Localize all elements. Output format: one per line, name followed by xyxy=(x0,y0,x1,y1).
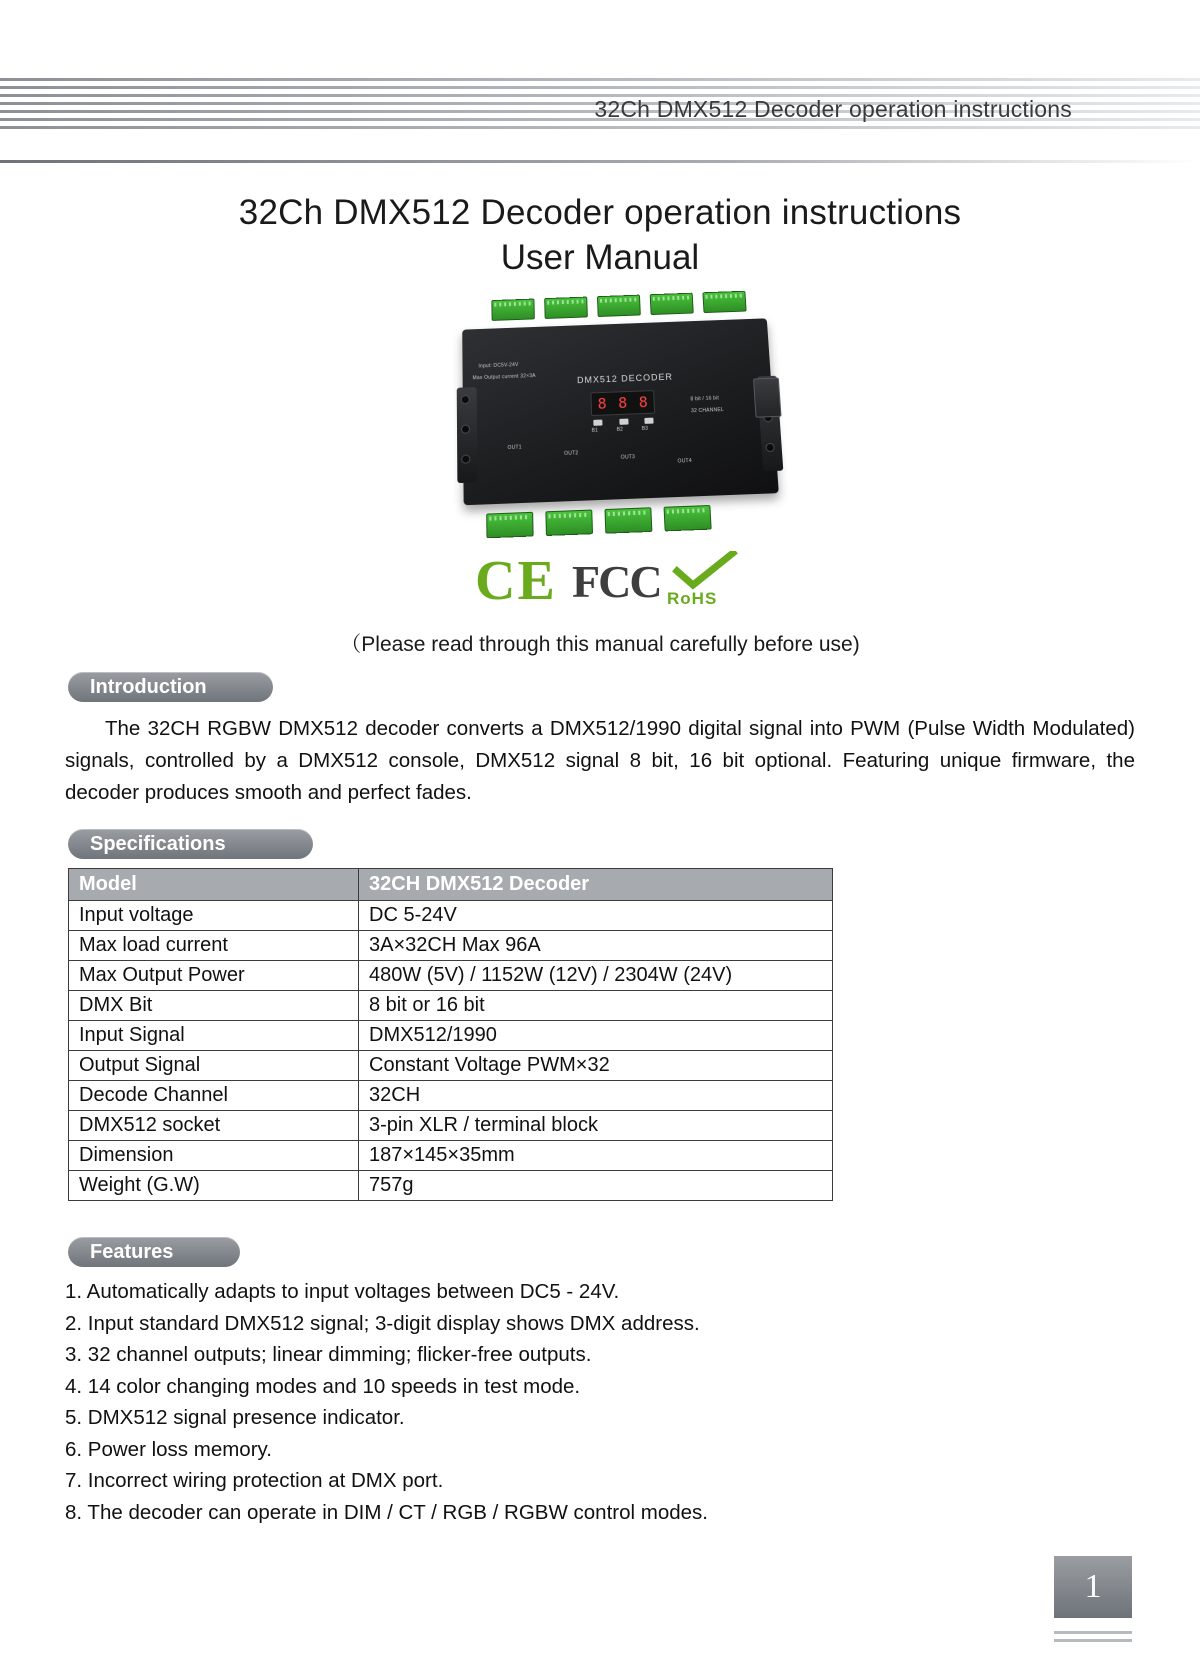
spec-key: Decode Channel xyxy=(69,1081,359,1111)
spec-value: 8 bit or 16 bit xyxy=(359,991,833,1021)
table-row xyxy=(69,1171,833,1201)
display-digit-3: 8 xyxy=(638,392,649,411)
device-body xyxy=(462,318,779,505)
seven-segment-display xyxy=(590,390,655,416)
list-item: 8. The decoder can operate in DIM / CT / RGB / RGBW control modes. xyxy=(65,1500,708,1524)
page-number-badge: 1 xyxy=(1054,1556,1132,1618)
device-marking-out2: OUT2 xyxy=(564,450,579,457)
spec-key: Max Output Power xyxy=(69,961,359,991)
device-marking-out4: OUT4 xyxy=(677,458,693,465)
running-title: 32Ch DMX512 Decoder operation instructions xyxy=(594,96,1072,122)
page-header xyxy=(0,0,1200,170)
table-row xyxy=(69,1051,833,1081)
table-row xyxy=(69,901,833,931)
spec-key: Dimension xyxy=(69,1141,359,1171)
spec-value: DC 5-24V xyxy=(359,901,833,931)
rohs-label: RoHS xyxy=(667,589,718,608)
terminal-block-bottom-2 xyxy=(545,510,593,536)
device-side-plate-left xyxy=(457,387,478,483)
table-header-value: 32CH DMX512 Decoder xyxy=(359,869,833,901)
introduction-text: The 32CH RGBW DMX512 decoder converts a DMX512/1990 digital signal into PWM (Pulse Width Modulated) signals, controlled by a DMX512 console, DMX512 signal 8 bit, 16 bit optional. Featuring unique firmware, the decoder produces smooth and perfect fades. xyxy=(65,717,1135,804)
spec-key: Input Signal xyxy=(69,1021,359,1051)
list-item: 1. Automatically adapts to input voltages between DC5 - 24V. xyxy=(65,1280,620,1303)
button-b1[interactable] xyxy=(593,420,602,426)
device-marking-bit: 8 bit / 16 bit xyxy=(690,395,720,403)
section-heading-features: Features xyxy=(68,1237,240,1267)
section-heading-specifications: Specifications xyxy=(68,829,313,859)
spec-value: 3A×32CH Max 96A xyxy=(359,931,833,961)
check-icon xyxy=(671,551,741,593)
table-header-model: Model xyxy=(69,869,359,901)
page-title: 32Ch DMX512 Decoder operation instructions xyxy=(238,193,962,232)
read-manual-note: （Please read through this manual carefully before use) xyxy=(340,633,860,656)
spec-value: 187×145×35mm xyxy=(359,1141,833,1171)
button-label-b3: B3 xyxy=(641,425,649,432)
decoder-device-illustration xyxy=(454,301,792,525)
display-digit-1: 8 xyxy=(597,394,607,413)
certification-logos xyxy=(0,545,1200,615)
device-marking-input: Input: DC5V-24V xyxy=(478,362,519,370)
table-row xyxy=(69,1021,833,1051)
spec-key: DMX Bit xyxy=(69,991,359,1021)
terminal-block-top-1 xyxy=(491,299,535,321)
button-b2[interactable] xyxy=(619,419,628,425)
list-item: 2. Input standard DMX512 signal; 3-digit display shows DMX address. xyxy=(65,1311,700,1335)
terminal-block-bottom-3 xyxy=(604,507,652,533)
terminal-block-top-3 xyxy=(597,295,641,317)
spec-key: Weight (G.W) xyxy=(69,1171,359,1201)
table-row xyxy=(69,1141,833,1171)
device-brand-label: DMX512 DECODER xyxy=(576,371,674,386)
terminal-block-bottom-4 xyxy=(664,505,712,531)
terminal-block-top-5 xyxy=(702,291,746,313)
button-row xyxy=(593,418,653,426)
display-digit-2: 8 xyxy=(617,393,628,412)
header-baseline xyxy=(0,160,1200,163)
list-item: 5. DMX512 signal presence indicator. xyxy=(65,1406,405,1429)
list-item: 3. 32 channel outputs; linear dimming; flicker-free outputs. xyxy=(65,1343,592,1366)
xlr-connector xyxy=(753,378,782,418)
list-item: 6. Power loss memory. xyxy=(65,1437,272,1461)
spec-value: 32CH xyxy=(359,1081,833,1111)
button-label-b1: B1 xyxy=(591,427,598,434)
list-item: 4. 14 color changing modes and 10 speeds in test mode. xyxy=(65,1374,581,1398)
rohs-icon xyxy=(665,553,765,611)
spec-key: DMX512 socket xyxy=(69,1111,359,1141)
terminal-block-top-2 xyxy=(544,297,588,319)
specifications-table xyxy=(68,868,833,1201)
terminal-block-top-4 xyxy=(650,293,694,315)
spec-key: Output Signal xyxy=(69,1051,359,1081)
table-row xyxy=(69,931,833,961)
device-marking-out3: OUT3 xyxy=(620,454,636,461)
table-header-row xyxy=(69,869,833,901)
table-row xyxy=(69,991,833,1021)
spec-key: Input voltage xyxy=(69,901,359,931)
button-b3[interactable] xyxy=(644,418,653,424)
spec-value: DMX512/1990 xyxy=(359,1021,833,1051)
spec-value: Constant Voltage PWM×32 xyxy=(359,1051,833,1081)
device-marking-out1: OUT1 xyxy=(507,444,522,452)
spec-value: 757g xyxy=(359,1171,833,1201)
ce-icon: CE xyxy=(475,550,557,612)
button-label-b2: B2 xyxy=(616,426,624,433)
device-marking-current: Max Output current 32×3A xyxy=(472,373,536,382)
introduction-paragraph xyxy=(65,713,1135,809)
list-item: 7. Incorrect wiring protection at DMX port. xyxy=(65,1469,444,1492)
product-photo xyxy=(0,295,1200,555)
page-number-rules xyxy=(1054,1626,1132,1650)
spec-key: Max load current xyxy=(69,931,359,961)
table-row xyxy=(69,1081,833,1111)
fcc-icon: FCC xyxy=(572,556,661,607)
table-row xyxy=(69,961,833,991)
table-row xyxy=(69,1111,833,1141)
features-list xyxy=(65,1276,1145,1528)
spec-value: 3-pin XLR / terminal block xyxy=(359,1111,833,1141)
section-heading-introduction: Introduction xyxy=(68,672,273,702)
page-subtitle: User Manual xyxy=(500,238,700,277)
terminal-block-bottom-1 xyxy=(486,512,533,539)
spec-value: 480W (5V) / 1152W (12V) / 2304W (24V) xyxy=(359,961,833,991)
device-marking-channel: 32 CHANNEL xyxy=(690,407,725,415)
